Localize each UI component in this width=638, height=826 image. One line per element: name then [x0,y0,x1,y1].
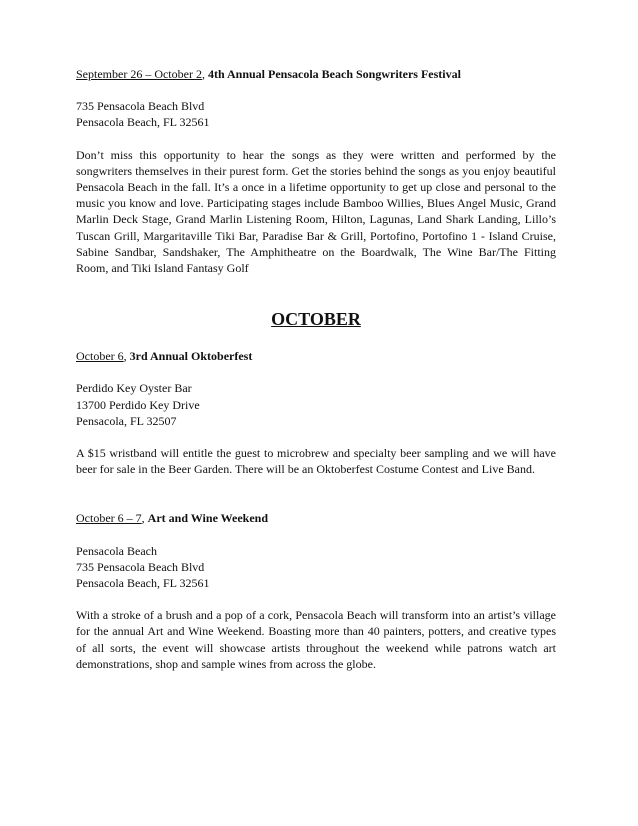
event-songwriters-festival [76,66,556,276]
address-line: 13700 Perdido Key Drive [76,397,200,412]
event-title: 3rd Annual Oktoberfest [129,349,253,364]
event-heading [76,66,556,82]
section-spacer [76,477,556,510]
event-title: 4th Annual Pensacola Beach Songwriters Festival [207,67,461,81]
event-description: Don’t miss this opportunity to hear the songs as they were written and performed by the songwriters themselves in their purest form. Get the stories behind the songs as you enjoy beautiful Pensacola Beach in the fall. It’s a once in a lifetime opportunity to get up close and personal to the music you know and love. Participating stages include Bamboo Willies, Blues Angel Music, Grand Marlin Deck Stage, Grand Marlin Listening Room, Hilton, Lagunas, Land Shark Landing, Lillo’s Tuscan Grill, Margaritaville Tiki Bar, Paradise Bar & Grill, Portofino, Portofino 1 - Island Cruise, Sabine Sandbar, Sandshaker, The Amphitheatre on the Boardwalk, The Wine Bar/The Fitting Room, and Tiki Island Fantasy Golf [76,147,556,276]
address-line: Pensacola Beach, FL 32561 [76,576,210,591]
document-page [76,66,556,672]
event-date: September 26 – October 2 [76,67,202,81]
address-line: Pensacola Beach [76,543,157,558]
event-separator: , [141,511,148,526]
month-heading: OCTOBER [271,309,361,330]
event-title: Art and Wine Weekend [147,511,269,526]
event-separator: , [201,67,208,81]
event-date: October 6 – 7 [76,511,142,526]
address-line: 735 Pensacola Beach Blvd [76,559,205,574]
event-date: October 6 [76,349,124,364]
event-heading [76,348,556,364]
address-line: 735 Pensacola Beach Blvd [76,99,205,114]
event-art-and-wine [76,510,556,672]
event-description: A $15 wristband will entitle the guest to microbrew and specialty beer sampling and we will have beer for sale in the Beer Garden. There will be an Oktoberfest Costume Contest and Live Band. [76,446,556,477]
event-address [76,98,556,130]
event-separator: , [123,349,130,364]
event-heading [76,510,556,526]
address-line: Pensacola Beach, FL 32561 [76,115,210,130]
event-address [76,380,556,429]
address-line: Pensacola, FL 32507 [76,413,177,428]
address-line: Perdido Key Oyster Bar [76,381,192,396]
event-description: With a stroke of a brush and a pop of a cork, Pensacola Beach will transform into an artist’s village for the annual Art and Wine Weekend. Boasting more than 40 painters, potters, and creative types of all sorts, the event will showcase artists throughout the weekend while patrons watch art demonstrations, shop and sample wines from across the globe. [76,608,556,671]
event-address [76,543,556,592]
event-oktoberfest [76,348,556,477]
